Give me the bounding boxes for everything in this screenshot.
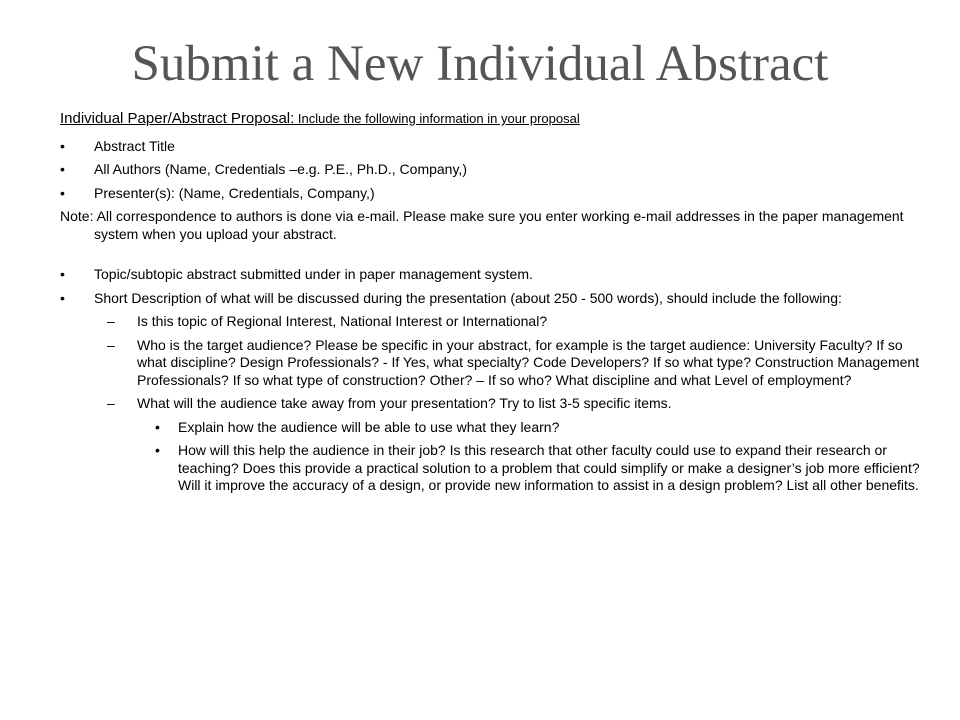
bullet-marker: •	[60, 266, 65, 282]
sublist-item-takeaway	[60, 395, 920, 413]
list-item-presenters	[60, 185, 920, 203]
bullet-marker: •	[60, 184, 65, 201]
slide-title: Submit a New Individual Abstract	[131, 36, 829, 92]
list-item-text: Presenter(s): (Name, Credentials, Company,)	[94, 184, 375, 201]
bullet-marker: •	[60, 161, 65, 177]
bullet-marker: •	[155, 442, 160, 458]
bullet-marker: •	[60, 137, 65, 154]
list-item-authors	[60, 161, 920, 179]
subsublist-item-text: How will this help the audience in their job? Is this research that other faculty could use to expand their research or teaching? Does this provide a practical solution to a problem that could simplify or make a designer’s job more efficient? Will it improve the accuracy of a design, or provide new information to assist in a design problem? List all other benefits.	[178, 442, 920, 493]
note-paragraph: Note: All correspondence to authors is done via e-mail. Please make sure you enter working e-mail addresses in the paper management system when you upload your abstract.	[60, 208, 904, 242]
bullet-marker: •	[60, 289, 65, 306]
heading-main: Individual Paper/Abstract Proposal:	[60, 110, 295, 127]
list-item-abstract-title	[60, 138, 920, 156]
list-item-description	[60, 290, 920, 308]
sublist-item-text: Is this topic of Regional Interest, National Interest or International?	[137, 313, 548, 329]
dash-marker: –	[107, 313, 115, 329]
slide-body	[60, 110, 920, 501]
list-item-text: Topic/subtopic abstract submitted under in paper management system.	[94, 266, 533, 282]
spacer	[60, 249, 920, 266]
list-item-text: Short Description of what will be discussed during the presentation (about 250 - 500 words), should include the following:	[94, 289, 842, 306]
list-item-topic	[60, 266, 920, 284]
section-heading	[60, 110, 920, 128]
sublist-item-text: Who is the target audience? Please be specific in your abstract, for example is the target audience: University Faculty? If so what discipline? Design Professionals? - If Yes, what specialty? Code Developers? If so what type? Construction Management Professionals? If so what type of construction? Other? – If so who? What discipline and what Level of employment?	[137, 336, 920, 388]
sublist-item-text: What will the audience take away from your presentation? Try to list 3-5 specific items.	[137, 395, 672, 411]
sublist-item-interest	[60, 313, 920, 331]
dash-marker: –	[107, 395, 115, 411]
subsublist-item-text: Explain how the audience will be able to use what they learn?	[178, 418, 560, 435]
subsublist-item-use	[60, 419, 920, 437]
list-item-text: All Authors (Name, Credentials –e.g. P.E., Ph.D., Company,)	[94, 161, 467, 177]
list-item-text: Abstract Title	[94, 137, 175, 154]
bullet-marker: •	[155, 418, 160, 435]
sublist-item-audience	[60, 337, 920, 390]
subsublist-item-benefits	[60, 442, 920, 495]
dash-marker: –	[107, 336, 115, 353]
heading-sub: Include the following information in your proposal	[294, 111, 580, 126]
